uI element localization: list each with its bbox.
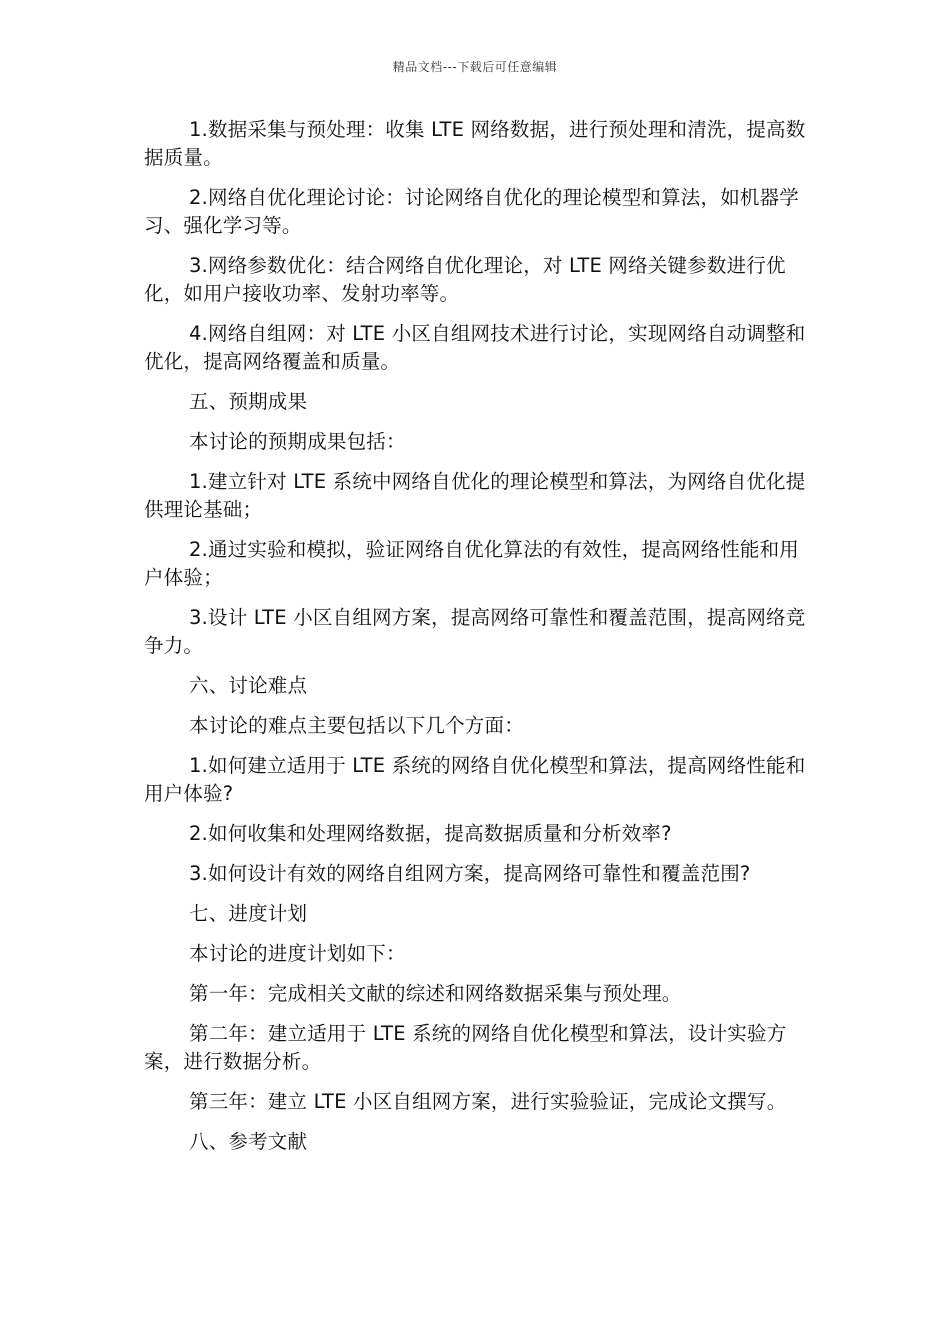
paragraph: 2.网络自优化理论讨论：讨论网络自优化的理论模型和算法，如机器学习、强化学习等。 (144, 186, 800, 237)
paragraph: 第三年：建立 LTE 小区自组网方案，进行实验验证，完成论文撰写。 (189, 1090, 787, 1113)
paragraph: 3.如何设计有效的网络自组网方案，提高网络可靠性和覆盖范围? (189, 862, 751, 885)
document-body (144, 116, 806, 1168)
paragraph: 1.如何建立适用于 LTE 系统的网络自优化模型和算法，提高网络性能和用户体验? (144, 754, 806, 805)
page-header: 精品文档---下载后可任意编辑 (392, 60, 558, 74)
paragraph: 第一年：完成相关文献的综述和网络数据采集与预处理。 (189, 982, 682, 1005)
section-heading: 七、进度计划 (189, 902, 308, 925)
paragraph: 4.网络自组网：对 LTE 小区自组网技术进行讨论，实现网络自动调整和优化，提高网络覆盖和质量。 (144, 322, 806, 373)
paragraph: 2.通过实验和模拟，验证网络自优化算法的有效性，提高网络性能和用户体验； (144, 538, 800, 589)
section-heading: 八、参考文献 (189, 1130, 308, 1153)
paragraph: 本讨论的预期成果包括： (189, 430, 406, 453)
section-heading: 六、讨论难点 (189, 674, 308, 697)
paragraph: 3.设计 LTE 小区自组网方案，提高网络可靠性和覆盖范围，提高网络竞争力。 (144, 606, 806, 657)
paragraph: 本讨论的难点主要包括以下几个方面： (189, 714, 524, 737)
paragraph: 1.数据采集与预处理：收集 LTE 网络数据，进行预处理和清洗，提高数据质量。 (144, 118, 806, 169)
section-heading: 五、预期成果 (189, 390, 308, 413)
paragraph: 第二年：建立适用于 LTE 系统的网络自优化模型和算法，设计实验方案，进行数据分析。 (144, 1022, 787, 1073)
paragraph: 本讨论的进度计划如下： (189, 942, 406, 965)
paragraph: 1.建立针对 LTE 系统中网络自优化的理论模型和算法，为网络自优化提供理论基础； (144, 470, 806, 521)
paragraph: 2.如何收集和处理网络数据，提高数据质量和分析效率? (189, 822, 672, 845)
paragraph: 3.网络参数优化：结合网络自优化理论，对 LTE 网络关键参数进行优化，如用户接收功率、发射功率等。 (144, 254, 786, 305)
